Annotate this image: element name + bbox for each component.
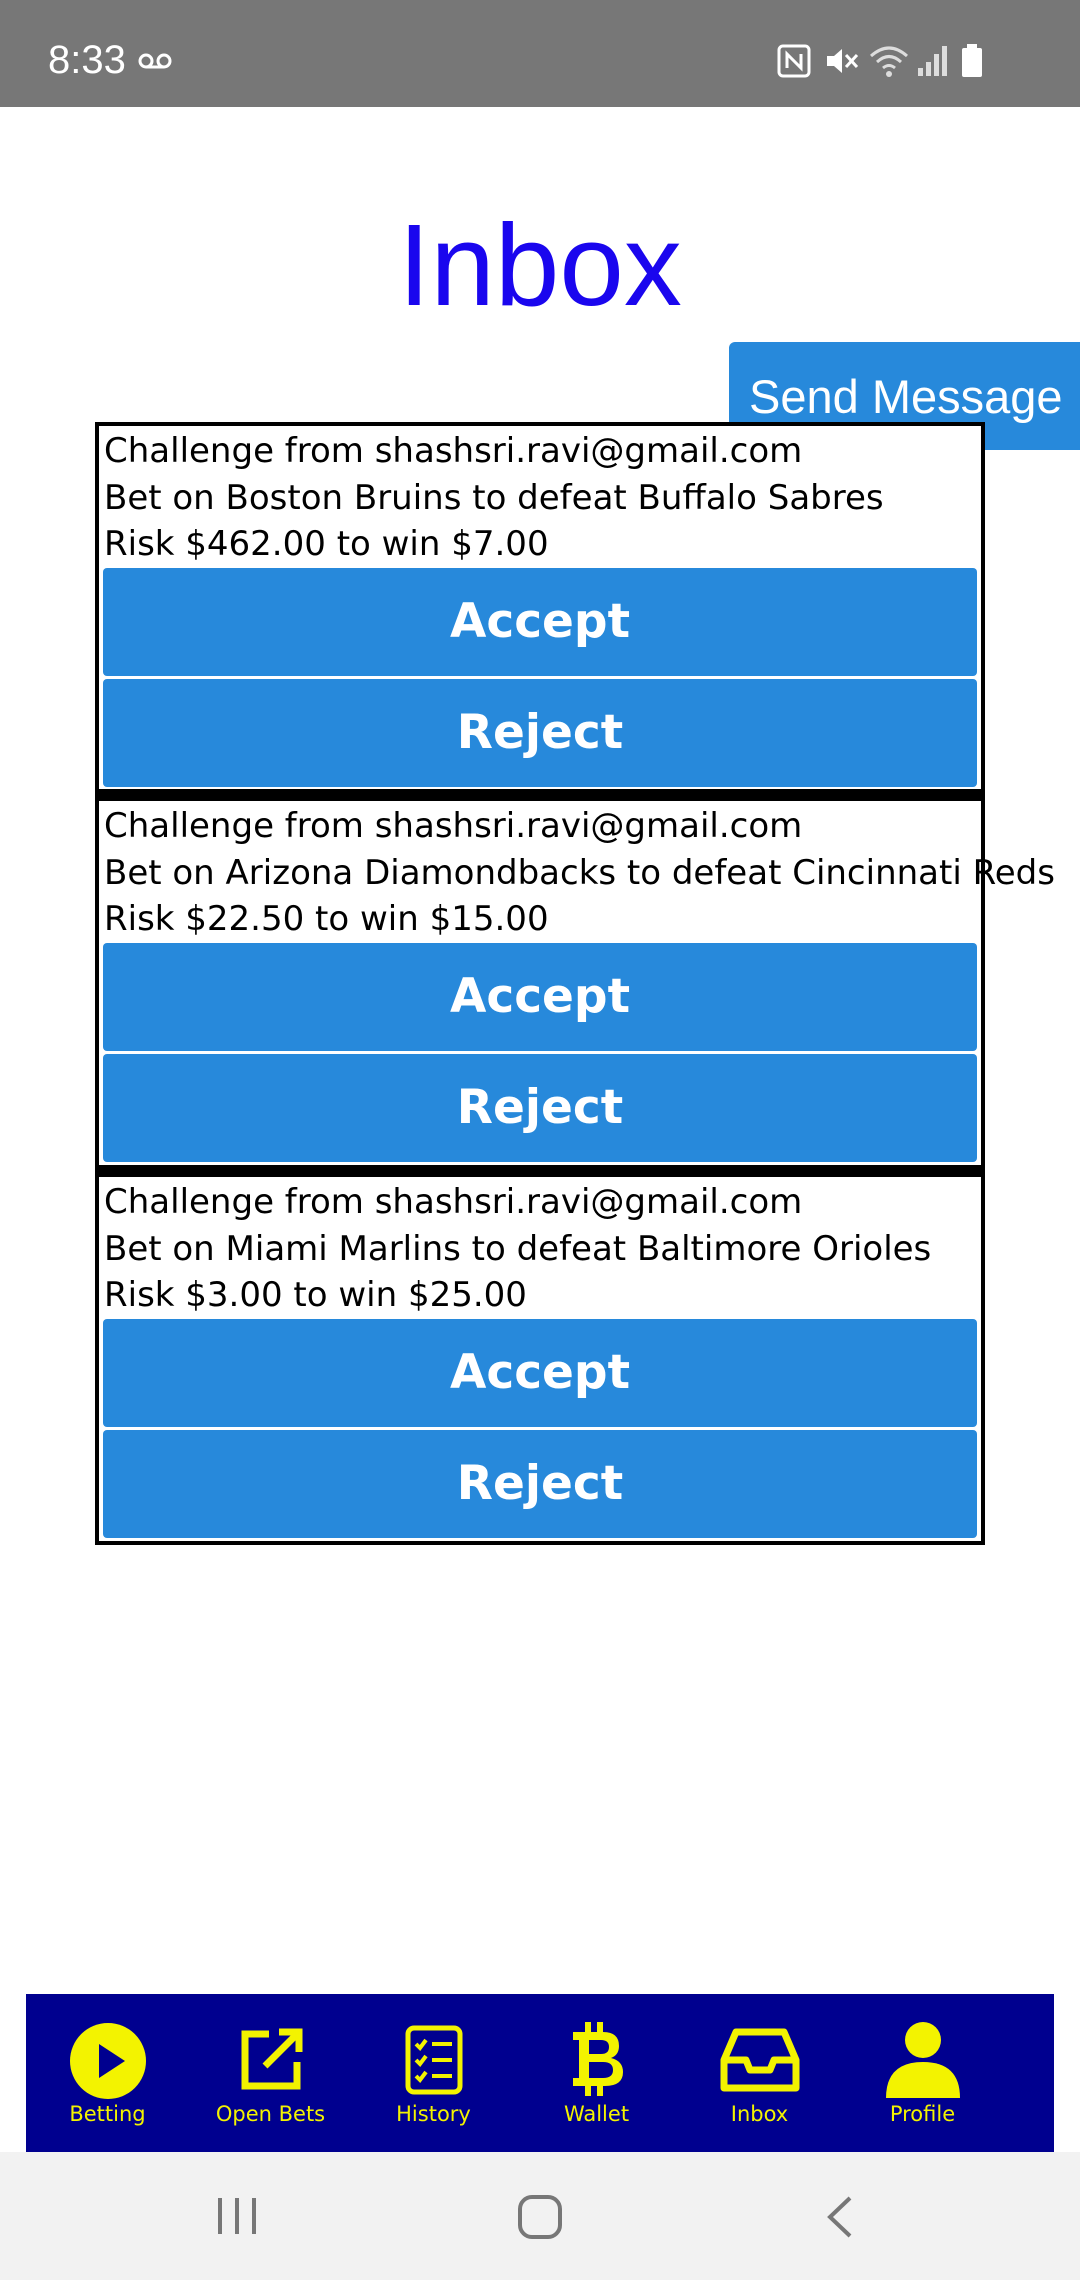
challenge-details [104, 1179, 931, 1319]
challenge-card [95, 793, 1055, 1169]
voicemail-icon [138, 52, 172, 70]
send-message-button[interactable]: Send Message [729, 342, 1080, 450]
challenge-details [104, 803, 1055, 943]
page-title: Inbox [398, 200, 682, 330]
status-bar [0, 0, 1080, 107]
back-icon[interactable] [822, 2194, 858, 2240]
accept-button[interactable]: Accept [103, 943, 977, 1051]
nav-item-open-bets[interactable] [189, 1994, 352, 2152]
reject-button[interactable]: Reject [103, 1430, 977, 1538]
challenge-risk: Risk $3.00 to win $25.00 [104, 1275, 527, 1315]
reject-button[interactable]: Reject [103, 679, 977, 787]
open-external-icon [239, 2028, 303, 2092]
play-circle-icon [69, 2022, 147, 2100]
bitcoin-icon [567, 2020, 627, 2098]
challenge-bet: Bet on Miami Marlins to defeat Baltimore Orioles [104, 1228, 932, 1269]
bottom-nav [26, 1994, 1054, 2152]
recent-apps-icon[interactable] [214, 2194, 260, 2238]
nfc-icon [777, 44, 811, 78]
challenge-list [95, 422, 1055, 1545]
checklist-icon [404, 2024, 464, 2096]
home-icon[interactable] [517, 2194, 563, 2240]
challenge-risk: Risk $22.50 to win $15.00 [104, 899, 549, 939]
status-time: 8:33 [48, 38, 126, 82]
nav-label: History [396, 2102, 471, 2126]
challenge-details [104, 428, 884, 568]
challenge-card [95, 422, 985, 793]
nav-item-betting[interactable] [26, 1994, 189, 2152]
challenge-from: Challenge from shashsri.ravi@gmail.com [104, 431, 803, 471]
nav-item-profile[interactable] [841, 1994, 1004, 2152]
challenge-risk: Risk $462.00 to win $7.00 [104, 524, 549, 564]
status-icons [620, 0, 1080, 107]
battery-icon [960, 44, 984, 78]
nav-label: Wallet [563, 2102, 630, 2126]
nav-item-history[interactable] [352, 1994, 515, 2152]
nav-label: Inbox [730, 2102, 789, 2126]
nav-item-wallet[interactable] [515, 1994, 678, 2152]
challenge-from: Challenge from shashsri.ravi@gmail.com [104, 1182, 803, 1222]
challenge-card [95, 1169, 985, 1545]
challenge-bet: Bet on Arizona Diamondbacks to defeat Cincinnati Reds [104, 852, 1055, 893]
nav-label: Profile [889, 2102, 956, 2126]
inbox-tray-icon [720, 2028, 800, 2092]
signal-icon [916, 44, 950, 78]
reject-button[interactable]: Reject [103, 1054, 977, 1162]
nav-label: Betting [69, 2102, 146, 2126]
challenge-from: Challenge from shashsri.ravi@gmail.com [104, 806, 803, 846]
person-icon [884, 2020, 962, 2098]
accept-button[interactable]: Accept [103, 568, 977, 676]
accept-button[interactable]: Accept [103, 1319, 977, 1427]
mute-icon [824, 44, 860, 78]
system-nav-bar [0, 2152, 1080, 2280]
wifi-icon [868, 44, 910, 78]
challenge-bet: Bet on Boston Bruins to defeat Buffalo Sabres [104, 477, 884, 518]
nav-label: Open Bets [215, 2102, 326, 2126]
nav-item-inbox[interactable] [678, 1994, 841, 2152]
